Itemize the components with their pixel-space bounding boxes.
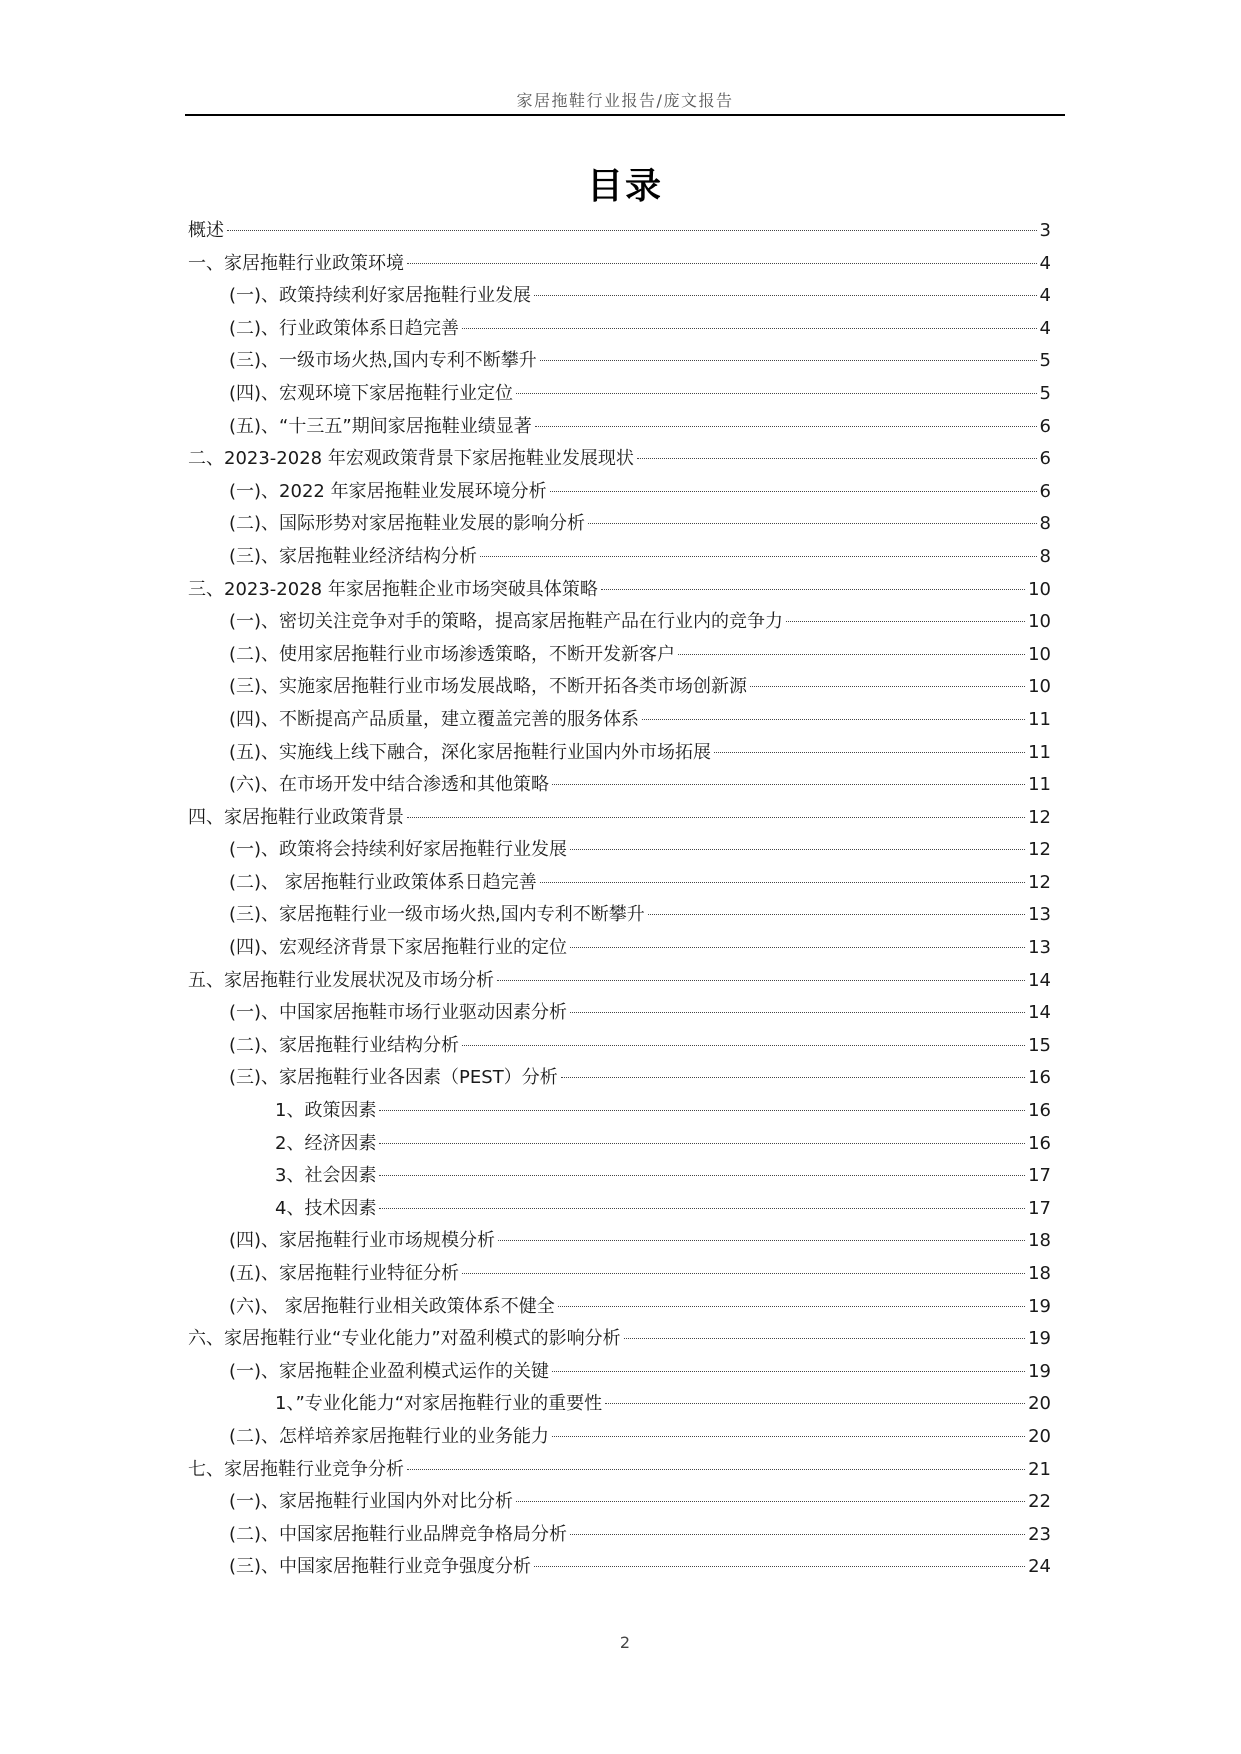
toc-dot-leader — [516, 1501, 1025, 1502]
toc-entry-page: 13 — [1028, 904, 1051, 926]
toc-dot-leader — [637, 458, 1037, 459]
toc-entry-text: (三)、家居拖鞋行业各因素（PEST）分析 — [229, 1067, 558, 1089]
toc-dot-leader — [516, 393, 1037, 394]
toc-dot-leader — [605, 1403, 1025, 1404]
toc-entry[interactable] — [188, 378, 1051, 411]
toc-entry[interactable] — [188, 1030, 1051, 1063]
toc-entry[interactable] — [188, 574, 1051, 607]
toc-entry[interactable] — [188, 834, 1051, 867]
toc-entry-page: 16 — [1028, 1132, 1051, 1154]
toc-dot-leader — [558, 1306, 1025, 1307]
toc-dot-leader — [379, 1110, 1025, 1111]
toc-entry-page: 24 — [1028, 1556, 1051, 1578]
toc-entry-page: 11 — [1028, 708, 1051, 730]
toc-entry[interactable] — [188, 1095, 1051, 1128]
toc-entry[interactable] — [188, 639, 1051, 672]
toc-entry-page: 17 — [1028, 1165, 1051, 1187]
toc-entry-text: 1、政策因素 — [275, 1100, 377, 1122]
toc-entry[interactable] — [188, 1128, 1051, 1161]
toc-entry-page: 18 — [1028, 1263, 1051, 1284]
toc-entry-text: (四)、不断提高产品质量，建立覆盖完善的服务体系 — [229, 708, 640, 730]
toc-entry[interactable] — [188, 443, 1051, 476]
toc-entry-text: (二)、行业政策体系日趋完善 — [229, 317, 460, 339]
toc-dot-leader — [407, 263, 1037, 264]
toc-entry-page: 8 — [1039, 545, 1051, 567]
toc-entry-page: 20 — [1028, 1393, 1051, 1415]
toc-entry-page: 10 — [1028, 611, 1051, 633]
toc-dot-leader — [540, 882, 1025, 883]
toc-entry[interactable] — [188, 313, 1051, 346]
toc-entry-text: (三)、一级市场火热,国内专利不断攀升 — [229, 350, 537, 372]
toc-entry-text: (四)、家居拖鞋行业市场规模分析 — [229, 1230, 496, 1252]
toc-entry-text: 2、经济因素 — [275, 1132, 377, 1154]
toc-entry-page: 6 — [1039, 448, 1051, 470]
toc-entry-text: (五)、家居拖鞋行业特征分析 — [229, 1263, 460, 1284]
toc-entry[interactable] — [188, 1519, 1051, 1552]
toc-entry-text: 二、2023-2028 年宏观政策背景下家居拖鞋业发展现状 — [188, 448, 634, 470]
toc-entry-page: 20 — [1028, 1425, 1051, 1447]
toc-entry-text: (三)、家居拖鞋业经济结构分析 — [229, 545, 478, 567]
toc-entry[interactable] — [188, 508, 1051, 541]
toc-entry-text: 六、家居拖鞋行业“专业化能力”对盈利模式的影响分析 — [188, 1328, 621, 1350]
toc-dot-leader — [570, 1534, 1025, 1535]
toc-dot-leader — [534, 295, 1037, 296]
toc-dot-leader — [550, 491, 1037, 492]
toc-entry[interactable] — [188, 215, 1051, 248]
toc-entry-text: (三)、中国家居拖鞋行业竞争强度分析 — [229, 1556, 532, 1578]
toc-entry[interactable] — [188, 1551, 1051, 1584]
toc-entry[interactable] — [188, 769, 1051, 802]
toc-entry-text: 一、家居拖鞋行业政策环境 — [188, 252, 404, 274]
toc-entry-text: (一)、政策持续利好家居拖鞋行业发展 — [229, 285, 532, 307]
toc-entry-text: 3、社会因素 — [275, 1165, 377, 1187]
toc-entry-page: 11 — [1028, 774, 1051, 796]
table-of-contents — [188, 215, 1051, 1584]
toc-entry[interactable] — [188, 1454, 1051, 1487]
toc-entry-text: (二)、家居拖鞋行业结构分析 — [229, 1034, 460, 1056]
toc-entry[interactable] — [188, 1258, 1051, 1291]
toc-entry-page: 23 — [1028, 1523, 1051, 1545]
toc-entry[interactable] — [188, 1160, 1051, 1193]
toc-entry-page: 19 — [1028, 1360, 1051, 1382]
toc-entry-page: 19 — [1028, 1328, 1051, 1350]
toc-dot-leader — [379, 1175, 1025, 1176]
toc-entry-page: 16 — [1028, 1067, 1051, 1089]
toc-entry-text: (五)、实施线上线下融合，深化家居拖鞋行业国内外市场拓展 — [229, 741, 712, 763]
toc-entry[interactable] — [188, 1486, 1051, 1519]
toc-entry-text: 四、家居拖鞋行业政策背景 — [188, 806, 404, 828]
toc-dot-leader — [570, 1012, 1025, 1013]
toc-entry-text: 概述 — [188, 220, 224, 241]
running-header: 家居拖鞋行业报告/庞文报告 — [516, 91, 734, 110]
toc-entry-page: 12 — [1028, 871, 1051, 893]
toc-entry[interactable] — [188, 737, 1051, 770]
toc-dot-leader — [498, 1240, 1025, 1241]
toc-entry-page: 21 — [1028, 1458, 1051, 1480]
toc-dot-leader — [227, 230, 1037, 231]
toc-entry-text: 七、家居拖鞋行业竞争分析 — [188, 1458, 404, 1480]
toc-entry-text: (二)、使用家居拖鞋行业市场渗透策略，不断开发新客户 — [229, 643, 676, 665]
toc-entry-text: (三)、家居拖鞋行业一级市场火热,国内专利不断攀升 — [229, 904, 645, 926]
toc-entry-page: 22 — [1028, 1491, 1051, 1513]
toc-entry[interactable] — [188, 411, 1051, 444]
toc-entry[interactable] — [188, 1291, 1051, 1324]
toc-entry[interactable] — [188, 932, 1051, 965]
toc-entry-text: (二)、怎样培养家居拖鞋行业的业务能力 — [229, 1425, 550, 1447]
toc-entry-page: 4 — [1039, 252, 1051, 274]
page-number: 2 — [619, 1633, 631, 1652]
toc-entry-page: 10 — [1028, 643, 1051, 665]
toc-entry[interactable] — [188, 1193, 1051, 1226]
toc-entry-text: 1、”专业化能力“对家居拖鞋行业的重要性 — [275, 1393, 603, 1415]
toc-entry-text: (二)、国际形势对家居拖鞋业发展的影响分析 — [229, 513, 586, 535]
toc-entry-text: (一)、政策将会持续利好家居拖鞋行业发展 — [229, 839, 568, 861]
toc-entry[interactable] — [188, 476, 1051, 509]
toc-dot-leader — [462, 1273, 1025, 1274]
toc-entry-page: 8 — [1039, 513, 1051, 535]
toc-dot-leader — [480, 556, 1037, 557]
toc-entry-text: 4、技术因素 — [275, 1197, 377, 1219]
toc-dot-leader — [462, 1045, 1025, 1046]
toc-dot-leader — [534, 1566, 1025, 1567]
toc-entry-text: (五)、“十三五”期间家居拖鞋业绩显著 — [229, 415, 532, 437]
toc-entry-text: (三)、实施家居拖鞋行业市场发展战略，不断开拓各类市场创新源 — [229, 676, 748, 698]
toc-entry[interactable] — [188, 1062, 1051, 1095]
toc-entry[interactable] — [188, 1225, 1051, 1258]
toc-entry[interactable] — [188, 345, 1051, 378]
toc-dot-leader — [786, 621, 1025, 622]
toc-entry-text: (六)、在市场开发中结合渗透和其他策略 — [229, 774, 550, 796]
toc-dot-leader — [535, 426, 1037, 427]
toc-entry[interactable] — [188, 1356, 1051, 1389]
toc-entry[interactable] — [188, 867, 1051, 900]
toc-entry-page: 6 — [1039, 415, 1051, 437]
toc-entry-page: 14 — [1028, 1002, 1051, 1024]
toc-entry[interactable] — [188, 802, 1051, 835]
toc-dot-leader — [570, 849, 1025, 850]
toc-entry-page: 4 — [1039, 317, 1051, 339]
toc-entry[interactable] — [188, 671, 1051, 704]
toc-entry-page: 12 — [1028, 806, 1051, 828]
toc-entry-page: 4 — [1039, 285, 1051, 307]
toc-entry-text: (六)、 家居拖鞋行业相关政策体系不健全 — [229, 1295, 555, 1317]
toc-dot-leader — [678, 654, 1025, 655]
toc-dot-leader — [552, 784, 1025, 785]
toc-entry[interactable] — [188, 541, 1051, 574]
toc-entry-text: (四)、宏观环境下家居拖鞋行业定位 — [229, 382, 514, 404]
toc-entry[interactable] — [188, 899, 1051, 932]
toc-entry[interactable] — [188, 248, 1051, 281]
toc-entry-text: (一)、家居拖鞋企业盈利模式运作的关键 — [229, 1360, 550, 1382]
toc-entry[interactable] — [188, 1323, 1051, 1356]
toc-entry-text: 三、2023-2028 年家居拖鞋企业市场突破具体策略 — [188, 578, 598, 600]
toc-entry-text: (一)、中国家居拖鞋市场行业驱动因素分析 — [229, 1002, 568, 1024]
toc-dot-leader — [561, 1077, 1025, 1078]
toc-entry[interactable] — [188, 1421, 1051, 1454]
toc-entry[interactable] — [188, 1388, 1051, 1421]
toc-dot-leader — [570, 947, 1025, 948]
toc-entry-page: 11 — [1028, 741, 1051, 763]
toc-entry-page: 13 — [1028, 937, 1051, 959]
toc-dot-leader — [379, 1208, 1025, 1209]
toc-entry-page: 15 — [1028, 1034, 1051, 1056]
toc-dot-leader — [750, 686, 1025, 687]
toc-dot-leader — [648, 914, 1025, 915]
toc-dot-leader — [714, 752, 1025, 753]
toc-dot-leader — [497, 980, 1025, 981]
toc-entry-page: 14 — [1028, 969, 1051, 991]
toc-dot-leader — [642, 719, 1025, 720]
toc-entry[interactable] — [188, 280, 1051, 313]
toc-entry-text: (二)、中国家居拖鞋行业品牌竞争格局分析 — [229, 1523, 568, 1545]
toc-entry[interactable] — [188, 704, 1051, 737]
toc-dot-leader — [624, 1338, 1025, 1339]
toc-entry-page: 12 — [1028, 839, 1051, 861]
toc-entry-text: (二)、 家居拖鞋行业政策体系日趋完善 — [229, 871, 537, 893]
toc-entry-page: 19 — [1028, 1295, 1051, 1317]
toc-title: 目录 — [586, 166, 663, 207]
toc-dot-leader — [552, 1371, 1025, 1372]
toc-entry-text: (一)、2022 年家居拖鞋业发展环境分析 — [229, 480, 547, 502]
toc-entry-text: 五、家居拖鞋行业发展状况及市场分析 — [188, 969, 494, 991]
toc-entry[interactable] — [188, 997, 1051, 1030]
toc-entry-page: 6 — [1039, 480, 1051, 502]
toc-dot-leader — [407, 817, 1025, 818]
toc-dot-leader — [601, 589, 1025, 590]
toc-dot-leader — [588, 523, 1037, 524]
toc-dot-leader — [379, 1143, 1025, 1144]
toc-entry-page: 5 — [1039, 350, 1051, 372]
toc-entry-page: 5 — [1039, 382, 1051, 404]
toc-entry-text: (一)、家居拖鞋行业国内外对比分析 — [229, 1491, 514, 1513]
toc-entry-page: 10 — [1028, 578, 1051, 600]
toc-dot-leader — [552, 1436, 1025, 1437]
toc-entry-page: 17 — [1028, 1197, 1051, 1219]
toc-entry-page: 18 — [1028, 1230, 1051, 1252]
toc-entry[interactable] — [188, 606, 1051, 639]
toc-dot-leader — [407, 1469, 1025, 1470]
toc-dot-leader — [462, 328, 1037, 329]
toc-entry-text: (一)、密切关注竞争对手的策略，提高家居拖鞋产品在行业内的竞争力 — [229, 611, 784, 633]
toc-dot-leader — [540, 360, 1037, 361]
header-divider — [185, 114, 1065, 116]
toc-entry-text: (四)、宏观经济背景下家居拖鞋行业的定位 — [229, 937, 568, 959]
toc-entry[interactable] — [188, 965, 1051, 998]
toc-entry-page: 3 — [1039, 220, 1051, 241]
toc-entry-page: 10 — [1028, 676, 1051, 698]
toc-entry-page: 16 — [1028, 1100, 1051, 1122]
